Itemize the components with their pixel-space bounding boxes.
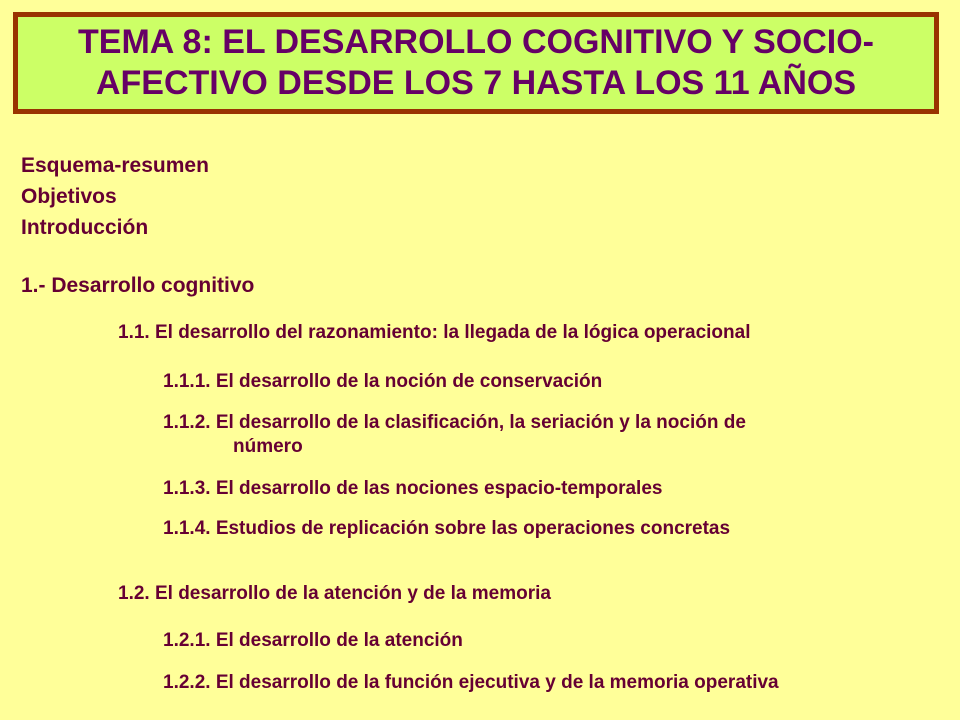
outline-item-esquema-resumen: Esquema-resumen — [21, 154, 209, 177]
subsection-heading-1-1: 1.1. El desarrollo del razonamiento: la llegada de la lógica operacional — [118, 322, 751, 343]
outline-item-1-1-3: 1.1.3. El desarrollo de las nociones espacio-temporales — [163, 478, 663, 499]
outline-item-1-1-2-continuation: número — [233, 436, 303, 457]
outline-item-1-1-1: 1.1.1. El desarrollo de la noción de conservación — [163, 371, 603, 392]
page-title — [72, 22, 880, 104]
outline-item-1-1-4: 1.1.4. Estudios de replicación sobre las operaciones concretas — [163, 518, 731, 539]
title-line-1: TEMA 8: EL DESARROLLO COGNITIVO Y SOCIO- — [78, 23, 874, 61]
outline-item-1-2-1: 1.2.1. El desarrollo de la atención — [163, 630, 463, 651]
title-line-2: AFECTIVO DESDE LOS 7 HASTA LOS 11 AÑOS — [95, 64, 857, 102]
outline-item-introduccion: Introducción — [21, 216, 149, 239]
section-heading-1: 1.- Desarrollo cognitivo — [21, 274, 255, 297]
outline-item-1-1-2: 1.1.2. El desarrollo de la clasificación, la seriación y la noción de — [163, 412, 746, 433]
outline-item-objetivos: Objetivos — [21, 185, 117, 208]
title-box — [13, 12, 939, 114]
outline-item-1-2-2: 1.2.2. El desarrollo de la función ejecutiva y de la memoria operativa — [163, 672, 779, 693]
subsection-heading-1-2: 1.2. El desarrollo de la atención y de la memoria — [118, 583, 551, 604]
